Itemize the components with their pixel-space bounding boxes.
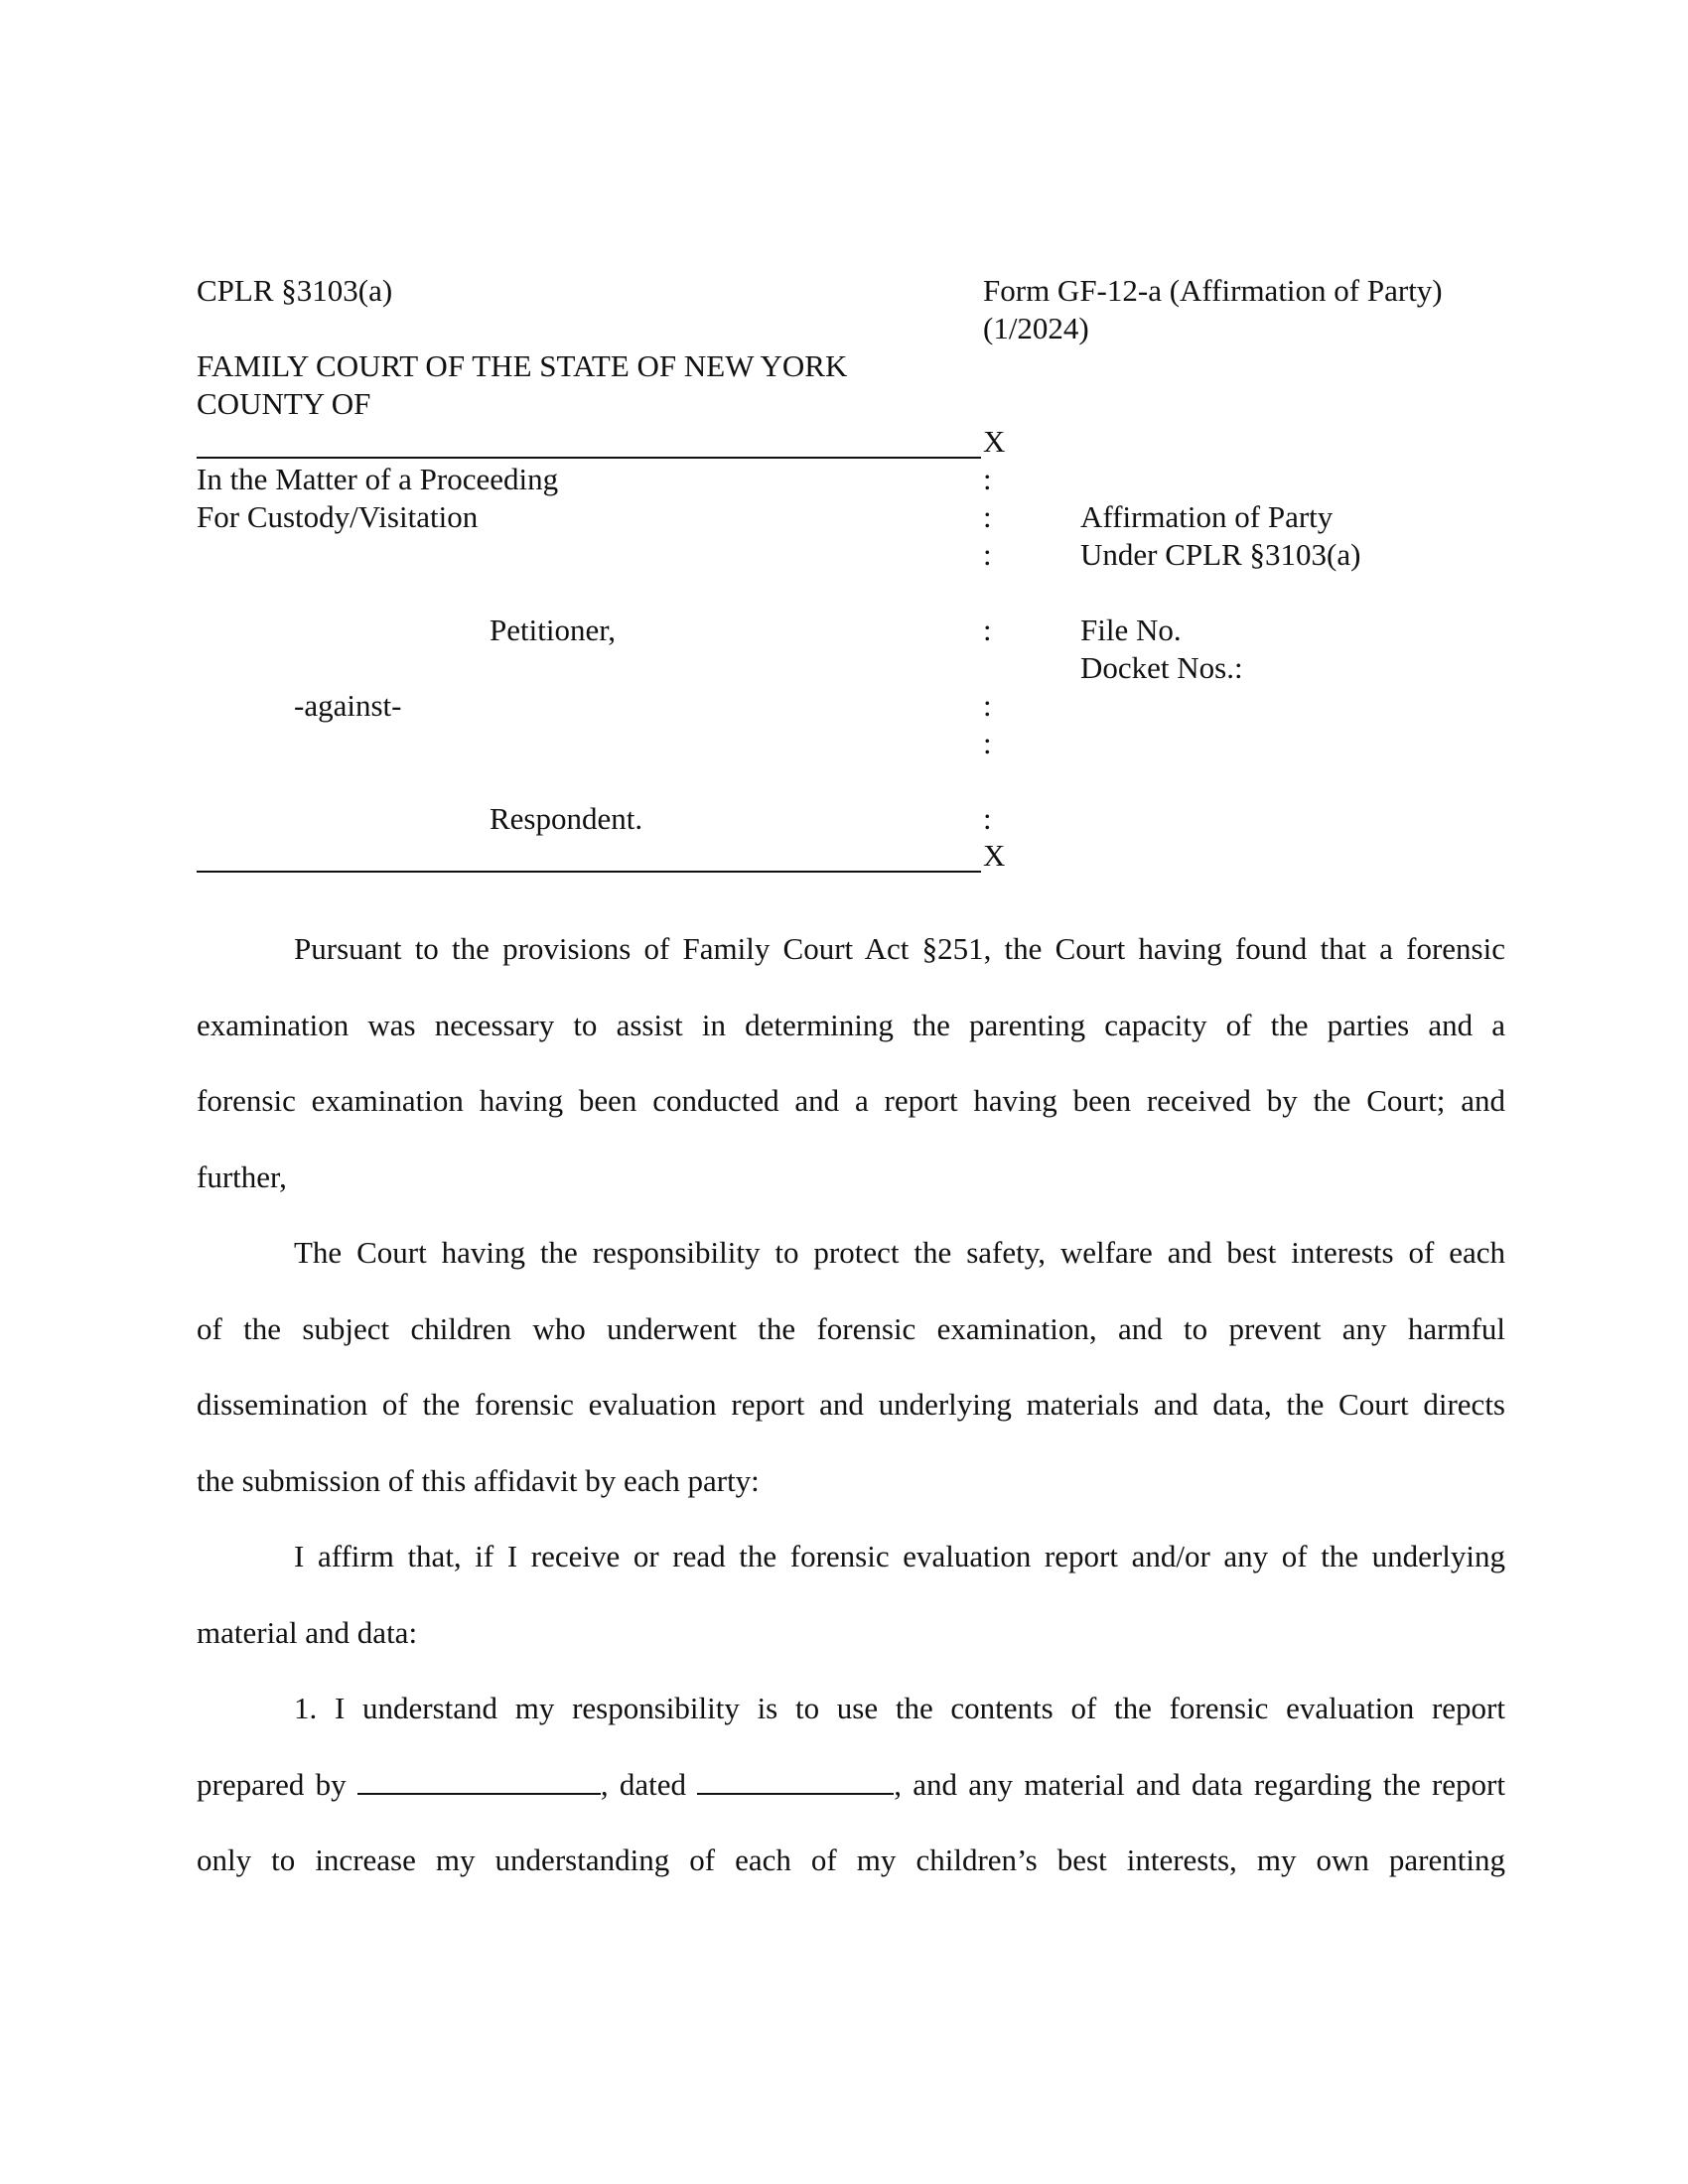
file-number-label: File No. — [1080, 613, 1182, 647]
matter-line-1: In the Matter of a Proceeding — [197, 462, 559, 496]
form-date: (1/2024) — [983, 311, 1089, 345]
paragraph-line: dissemination of the forensic evaluation report and underlying materials and data, the Court directs — [197, 1387, 1505, 1422]
docket-numbers-label: Docket Nos.: — [1080, 650, 1243, 685]
respondent-label: Respondent. — [490, 801, 643, 836]
paragraph-court-responsibility — [197, 1215, 1505, 1519]
dated-label: , dated — [600, 1766, 687, 1802]
caption-x-top: X — [983, 424, 1006, 459]
caption-top-rule — [197, 457, 981, 459]
paragraph-item-1 — [197, 1671, 1505, 1899]
caption-colon: : — [983, 613, 992, 647]
paragraph-line: further, — [197, 1159, 287, 1194]
caption-colon: : — [983, 462, 992, 496]
matter-line-2: For Custody/Visitation — [197, 499, 479, 534]
paragraph-line: I affirm that, if I receive or read the forensic evaluation report and/or any of the underlying — [294, 1539, 1505, 1573]
prepared-by-blank[interactable] — [357, 1765, 601, 1795]
report-material-text: , and any material and data regarding the report — [894, 1766, 1505, 1802]
paragraph-forensic-finding — [197, 911, 1505, 1215]
caption-colon: : — [983, 688, 992, 723]
prepared-by-label: prepared by — [197, 1766, 347, 1802]
paragraph-line: material and data: — [197, 1614, 418, 1650]
paragraph-line: 1. I understand my responsibility is to use the contents of the forensic evaluation report — [294, 1691, 1505, 1725]
paragraph-line: examination was necessary to assist in determining the parenting capacity of the parties and a — [197, 1007, 1505, 1042]
statute-reference: CPLR §3103(a) — [197, 273, 393, 308]
paragraph-line: Pursuant to the provisions of Family Court Act §251, the Court having found that a forensic — [294, 931, 1505, 966]
caption-colon: : — [983, 499, 992, 534]
caption-bottom-rule — [197, 871, 981, 873]
against-label: -against- — [294, 688, 402, 723]
paragraph-line: The Court having the responsibility to protect the safety, welfare and best interests of each — [294, 1235, 1505, 1270]
paragraph-line: forensic examination having been conducted and a report having been received by the Court; and — [197, 1083, 1505, 1118]
paragraph-line: only to increase my understanding of each of my children’s best interests, my own parenting — [197, 1843, 1505, 1877]
document-title-line-2: Under CPLR §3103(a) — [1080, 537, 1361, 572]
court-name: FAMILY COURT OF THE STATE OF NEW YORK — [197, 348, 848, 383]
caption-colon: : — [983, 537, 992, 572]
petitioner-label: Petitioner, — [490, 613, 617, 647]
dated-blank[interactable] — [697, 1765, 894, 1795]
form-id: Form GF-12-a (Affirmation of Party) — [983, 273, 1443, 308]
county-line: COUNTY OF — [197, 386, 371, 421]
paragraph-line: of the subject children who underwent the forensic examination, and to prevent any harmful — [197, 1310, 1505, 1346]
paragraph-line — [197, 1747, 1505, 1824]
paragraph-line: the submission of this affidavit by each party: — [197, 1462, 760, 1498]
paragraph-affirmation — [197, 1519, 1505, 1671]
document-title-line-1: Affirmation of Party — [1080, 499, 1334, 534]
caption-colon: : — [983, 801, 992, 836]
caption-colon: : — [983, 726, 992, 760]
caption-x-bottom: X — [983, 838, 1006, 873]
